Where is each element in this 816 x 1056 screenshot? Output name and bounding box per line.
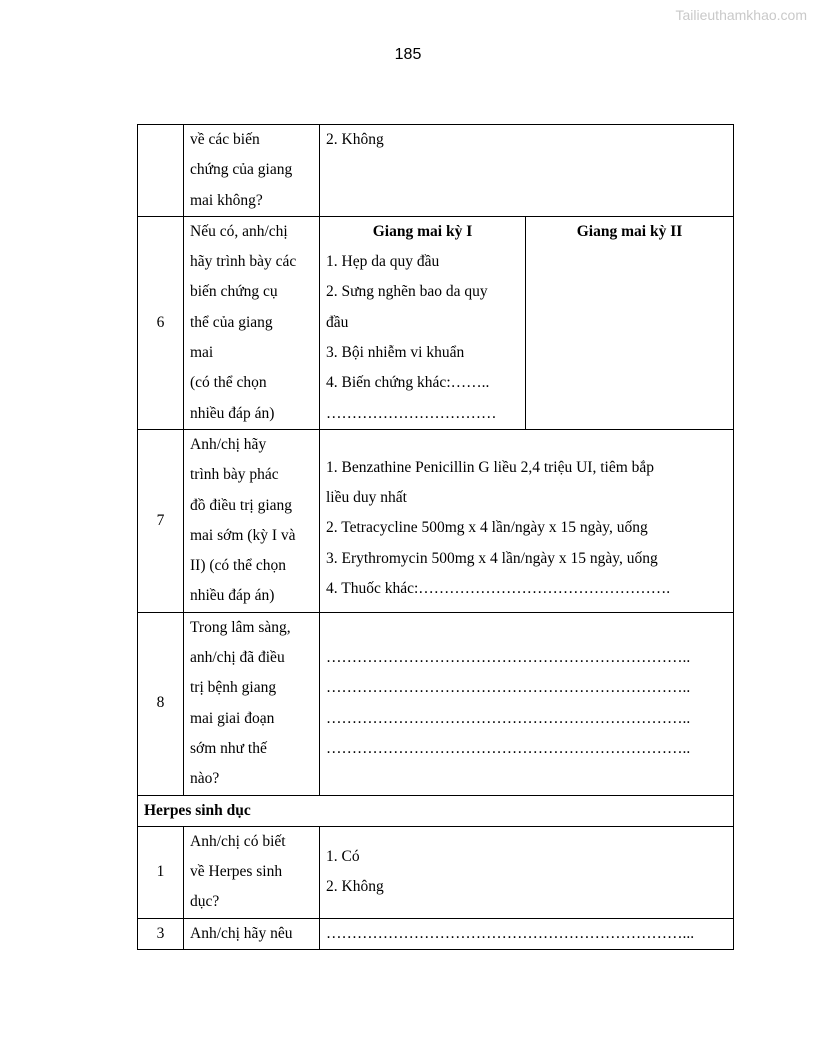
table-row	[138, 612, 734, 795]
row-number: 7	[138, 429, 184, 612]
row-number: 1	[138, 826, 184, 918]
survey-table	[137, 124, 734, 950]
stage2-header: Giang mai kỳ II	[576, 222, 683, 240]
answer-cell: ……………………………………………………………...	[320, 918, 734, 949]
table-row	[138, 826, 734, 918]
section-row	[138, 795, 734, 826]
question-cell: Anh/chị hãy nêu	[184, 918, 320, 949]
row-number: 6	[138, 216, 184, 429]
answer-cell-stage2	[526, 216, 734, 429]
row-number	[138, 125, 184, 217]
stage1-header: Giang mai kỳ I	[372, 222, 473, 240]
page-number: 185	[394, 46, 422, 63]
section-title: Herpes sinh dục	[138, 795, 734, 826]
table-row	[138, 125, 734, 217]
table-row	[138, 216, 734, 429]
answer-cell: 1. Benzathine Penicillin G liều 2,4 triệu UI, tiêm bắp liều duy nhất 2. Tetracycline 500mg x 4 lần/ngày x 15 ngày, uống 3. Erythromycin 500mg x 4 lần/ngày x 15 ngày, uống 4. Thuốc khác:………………………………………….	[320, 429, 734, 612]
row-number: 3	[138, 918, 184, 949]
answer-cell: 2. Không	[320, 125, 734, 217]
answer-cell-stage1: Giang mai kỳ I 1. Hẹp da quy đầu 2. Sưng nghẽn bao da quy đầu 3. Bội nhiễm vi khuẩn 4. Biến chứng khác:…….. ……………………………	[320, 216, 526, 429]
watermark: Tailieuthamkhao.com	[675, 7, 807, 23]
row-number: 8	[138, 612, 184, 795]
question-cell: Anh/chị có biết về Herpes sinh dục?	[184, 826, 320, 918]
question-cell: Nếu có, anh/chị hãy trình bày các biến chứng cụ thể của giang mai (có thể chọn nhiều đáp án)	[184, 216, 320, 429]
answer-cell: …………………………………………………………….. …………………………………………………………….. …………………………………………………………….. ……………………………………………………………..	[320, 612, 734, 795]
answer-cell: 1. Có 2. Không	[320, 826, 734, 918]
question-cell: về các biến chứng của giang mai không?	[184, 125, 320, 217]
question-cell: Trong lâm sàng, anh/chị đã điều trị bệnh giang mai giai đoạn sớm như thế nào?	[184, 612, 320, 795]
question-cell: Anh/chị hãy trình bày phác đồ điều trị giang mai sớm (kỳ I và II) (có thể chọn nhiều đáp án)	[184, 429, 320, 612]
table-row	[138, 429, 734, 612]
table-row	[138, 918, 734, 949]
